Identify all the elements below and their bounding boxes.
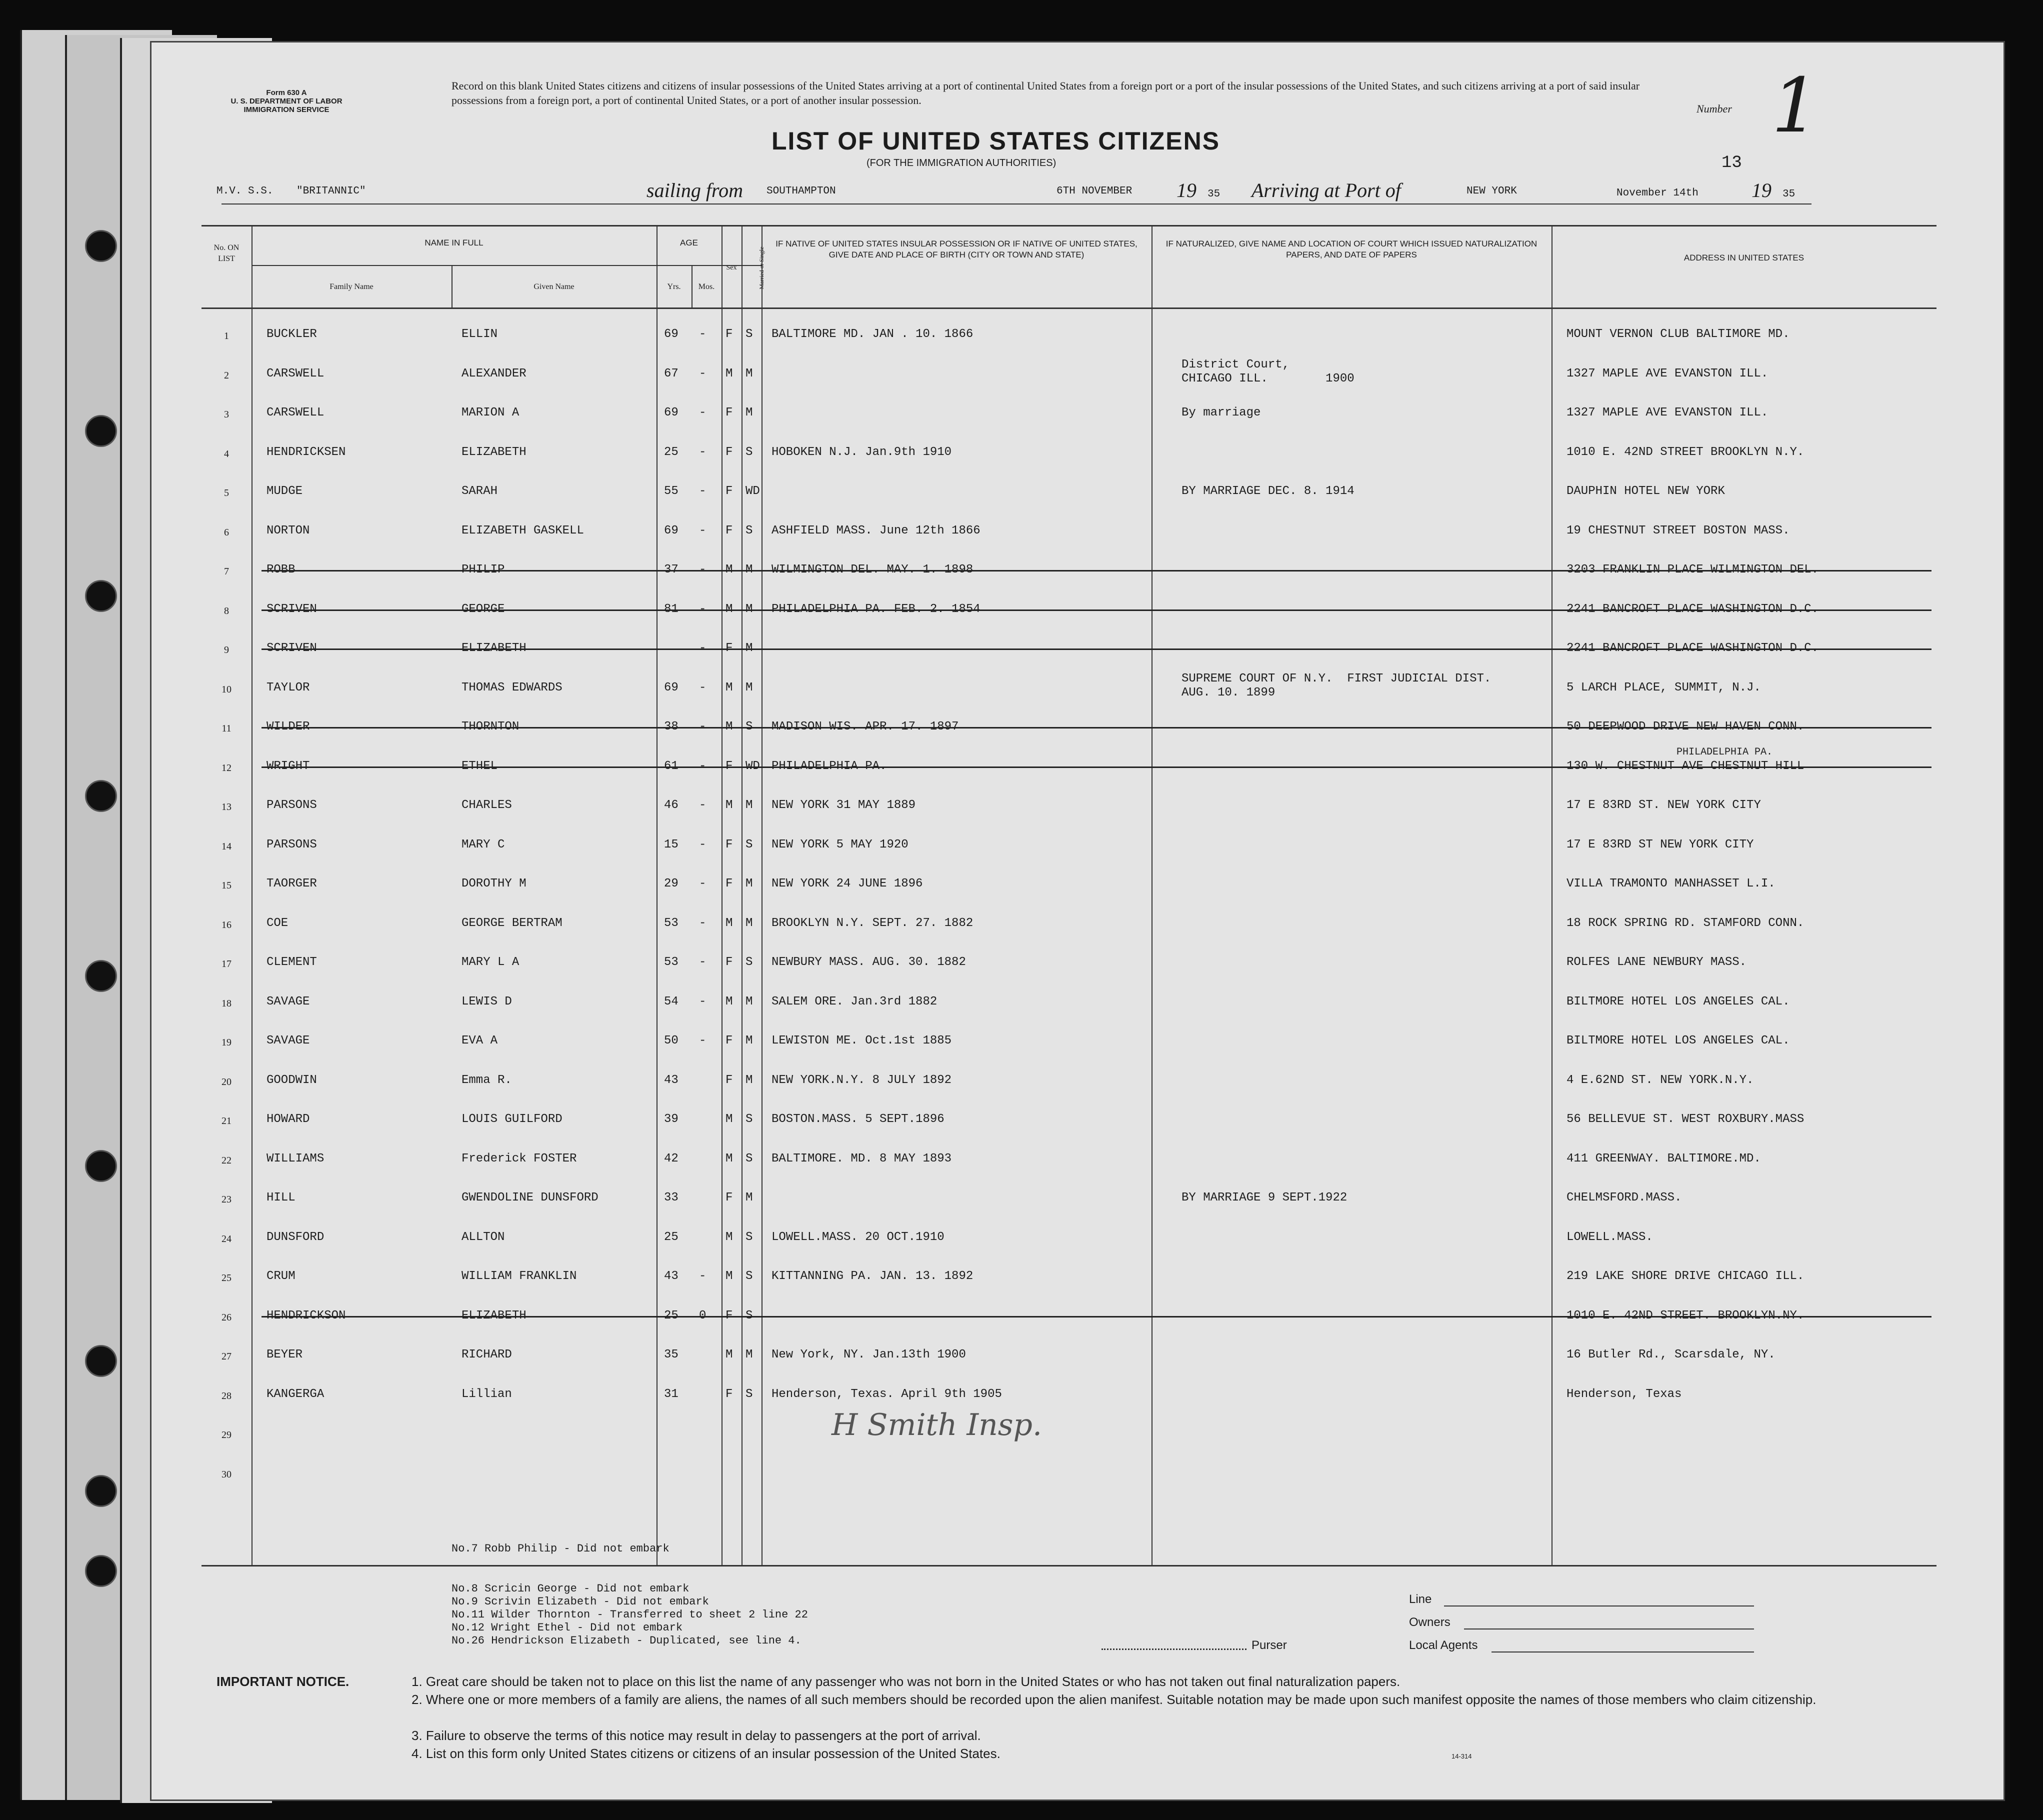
intro-text: Record on this blank United States citizens and citizens of insular possessions of the United States arriving at a port of continental United States from a foreign port or a port of the insular possessions of the United States, and such citizens arriving at a port of said insular possessions from a foreign port, a port of continental United States, or a port of another insular possession. (452, 80, 1640, 106)
cell-given: RICHARD (462, 1348, 512, 1362)
row-number: 12 (222, 762, 232, 774)
cell-address: 56 BELLEVUE ST. WEST ROXBURY.MASS (1566, 1112, 1804, 1126)
form-number: Form 630 A (266, 88, 307, 97)
cell-yrs: 69 (664, 406, 678, 420)
cell-status: S (746, 838, 753, 852)
cell-status: WD (746, 484, 760, 498)
cell-family: GOODWIN (266, 1073, 317, 1087)
cell-given: DOROTHY M (462, 877, 526, 890)
cell-address: 219 LAKE SHORE DRIVE CHICAGO ILL. (1566, 1270, 1804, 1283)
header-family-name: Family Name (330, 282, 374, 291)
vessel-prefix: M.V. S.S. (216, 186, 274, 197)
notice-item: 3. Failure to observe the terms of this notice may result in delay to passengers at the port of arrival. (412, 1728, 981, 1743)
cell-natural: SUPREME COURT OF N.Y. FIRST JUDICIAL DIST. AUG. 10. 1899 (1182, 672, 1492, 700)
cell-status: S (746, 1152, 753, 1166)
cell-yrs: 35 (664, 1348, 678, 1362)
sheet-mark: 13 (1722, 154, 1742, 172)
cell-sex: F (726, 406, 733, 420)
departure-date: 6TH NOVEMBER (1056, 186, 1132, 197)
service-name: IMMIGRATION SERVICE (244, 106, 330, 114)
cell-family: SAVAGE (266, 1034, 310, 1048)
row-number: 18 (222, 998, 232, 1009)
cell-yrs: 67 (664, 366, 678, 380)
row-number: 28 (222, 1390, 232, 1402)
cell-given: Lillian (462, 1387, 512, 1401)
cell-sex: F (726, 877, 733, 890)
cell-given: MARY L A (462, 956, 520, 969)
purser-label: Purser (1252, 1638, 1287, 1652)
arrival-date: November 14th (1616, 188, 1698, 199)
cell-address: VILLA TRAMONTO MANHASSET L.I. (1566, 877, 1776, 890)
binder-hole (85, 1475, 117, 1507)
cell-status: M (746, 1073, 753, 1087)
cell-status: S (746, 956, 753, 969)
cell-address: MOUNT VERNON CLUB BALTIMORE MD. (1566, 328, 1790, 341)
binder-hole (85, 230, 117, 262)
cell-yrs: 69 (664, 328, 678, 341)
owners-field (1464, 1628, 1754, 1630)
cell-given: ELLIN (462, 328, 498, 341)
cell-mos: - (699, 916, 706, 930)
page-title: LIST OF UNITED STATES CITIZENS (772, 127, 1220, 155)
cell-birth: New York, NY. Jan.13th 1900 (772, 1348, 966, 1362)
cell-address: 18 ROCK SPRING RD. STAMFORD CONN. (1566, 916, 1804, 930)
cell-yrs: 43 (664, 1270, 678, 1283)
sailing-label: sailing from (646, 179, 743, 202)
cell-status: M (746, 1034, 753, 1048)
cell-address: 19 CHESTNUT STREET BOSTON MASS. (1566, 524, 1790, 538)
cell-status: M (746, 994, 753, 1008)
table-bottom-rule (202, 1565, 1936, 1566)
cell-status: S (746, 445, 753, 459)
cell-yrs: 15 (664, 838, 678, 852)
binder-hole (85, 1555, 117, 1587)
cell-address: 5 LARCH PLACE, SUMMIT, N.J. (1566, 680, 1761, 694)
cell-sex: F (726, 484, 733, 498)
cell-sex: M (726, 798, 733, 812)
cell-natural: BY MARRIAGE 9 SEPT.1922 (1182, 1191, 1348, 1204)
header-sex: Sex (726, 264, 737, 272)
cell-address: 17 E 83RD ST NEW YORK CITY (1566, 838, 1754, 852)
cell-family: PARSONS (266, 798, 317, 812)
cell-family: BEYER (266, 1348, 303, 1362)
cell-birth: LEWISTON ME. Oct.1st 1885 (772, 1034, 952, 1048)
row-number: 15 (222, 880, 232, 891)
cell-birth: NEWBURY MASS. AUG. 30. 1882 (772, 956, 966, 969)
header-no-on-list: No. ON LIST (214, 244, 240, 263)
cell-sex: F (726, 838, 733, 852)
note-line: No.8 Scricin George - Did not embark (452, 1582, 690, 1595)
cell-family: COE (266, 916, 288, 930)
cell-mos: - (699, 680, 706, 694)
from-port: SOUTHAMPTON (766, 186, 836, 197)
cell-birth: BALTIMORE. MD. 8 MAY 1893 (772, 1152, 952, 1166)
header-months: Mos. (698, 282, 715, 291)
row-number: 8 (224, 605, 229, 616)
cell-birth: BROOKLYN N.Y. SEPT. 27. 1882 (772, 916, 974, 930)
cell-sex: F (726, 524, 733, 538)
cell-address: 1327 MAPLE AVE EVANSTON ILL. (1566, 406, 1768, 420)
cell-sex: M (726, 366, 733, 380)
row-number: 11 (222, 723, 232, 734)
cell-given: ELIZABETH GASKELL (462, 524, 584, 538)
binder-hole (85, 415, 117, 447)
cell-status: S (746, 524, 753, 538)
cell-address: 411 GREENWAY. BALTIMORE.MD. (1566, 1152, 1761, 1166)
cell-given: ALLTON (462, 1230, 505, 1244)
cell-family: WILLIAMS (266, 1152, 324, 1166)
cell-given: MARION A (462, 406, 520, 420)
row-number: 5 (224, 488, 229, 498)
cell-status: S (746, 1270, 753, 1283)
cell-family: HOWARD (266, 1112, 310, 1126)
cell-given: GWENDOLINE DUNSFORD (462, 1191, 598, 1204)
note-line: No.26 Hendrickson Elizabeth - Duplicated, see line 4. (452, 1634, 802, 1647)
row-number: 27 (222, 1351, 232, 1362)
cell-status: M (746, 366, 753, 380)
header-years: Yrs. (667, 282, 681, 291)
cell-status: S (746, 1387, 753, 1401)
cell-given: CHARLES (462, 798, 512, 812)
page-subtitle: (FOR THE IMMIGRATION AUTHORITIES) (866, 158, 1056, 168)
strike-through-line (262, 610, 1932, 611)
row-number: 25 (222, 1272, 232, 1284)
cell-address: BILTMORE HOTEL LOS ANGELES CAL. (1566, 1034, 1790, 1048)
cell-family: CLEMENT (266, 956, 317, 969)
header-address: ADDRESS IN UNITED STATES (1684, 253, 1804, 262)
row-number: 20 (222, 1076, 232, 1088)
cell-family: TAORGER (266, 877, 317, 890)
row-number: 30 (222, 1468, 232, 1480)
cell-yrs: 31 (664, 1387, 678, 1401)
cell-given: MARY C (462, 838, 505, 852)
notice-item: 4. List on this form only United States citizens or citizens of an insular possession of the United States. (412, 1746, 1000, 1761)
cell-yrs: 43 (664, 1073, 678, 1087)
cell-family: MUDGE (266, 484, 303, 498)
cell-family: KANGERGA (266, 1387, 324, 1401)
cell-given: ALEXANDER (462, 366, 526, 380)
binder-hole (85, 580, 117, 612)
cell-family: CRUM (266, 1270, 296, 1283)
form-id (216, 88, 356, 114)
row-number: 17 (222, 958, 232, 970)
cell-birth: NEW YORK 31 MAY 1889 (772, 798, 916, 812)
row-number: 29 (222, 1430, 232, 1440)
cell-address: ROLFES LANE NEWBURY MASS. (1566, 956, 1747, 969)
notice-item: 1. Great care should be taken not to place on this list the name of any passenger who was not born in the United States or who has not taken out final naturalization papers. (412, 1674, 1400, 1689)
cell-status: M (746, 1348, 753, 1362)
cell-family: HILL (266, 1191, 296, 1204)
row-number: 16 (222, 919, 232, 930)
cell-family: PARSONS (266, 838, 317, 852)
cell-natural: BY MARRIAGE DEC. 8. 1914 (1182, 484, 1354, 498)
cell-mos: - (699, 524, 706, 538)
notice-item: 2. Where one or more members of a family are aliens, the names of all such members should be recorded upon the alien manifest. Suitable notation may be made upon such manifest opposite the names of those members who claim citizenship. (412, 1692, 1816, 1707)
cell-sex: F (726, 445, 733, 459)
binder-hole (85, 1150, 117, 1182)
cell-given: ELIZABETH (462, 445, 526, 459)
cell-mos: - (699, 1034, 706, 1048)
cell-yrs: 55 (664, 484, 678, 498)
cell-given: Emma R. (462, 1073, 512, 1087)
cell-sex: M (726, 916, 733, 930)
cell-address-extra: PHILADELPHIA PA. (1676, 746, 1773, 758)
cell-family: BUCKLER (266, 328, 317, 341)
cell-yrs: 29 (664, 877, 678, 890)
cell-birth: ASHFIELD MASS. June 12th 1866 (772, 524, 980, 538)
cell-yrs: 69 (664, 680, 678, 694)
cell-family: CARSWELL (266, 366, 324, 380)
cell-birth: BALTIMORE MD. JAN . 10. 1866 (772, 328, 974, 341)
cell-yrs: 25 (664, 445, 678, 459)
cell-mos: - (699, 328, 706, 341)
cell-mos: - (699, 838, 706, 852)
year-value: 35 (1782, 188, 1796, 200)
line-label: Line (1409, 1592, 1432, 1606)
cell-birth: NEW YORK 5 MAY 1920 (772, 838, 908, 852)
binder-hole (85, 1345, 117, 1377)
row-number: 23 (222, 1194, 232, 1205)
cell-status: M (746, 1191, 753, 1204)
purser-dotted-line (1102, 1648, 1246, 1650)
cell-status: S (746, 328, 753, 341)
cell-given: THOMAS EDWARDS (462, 680, 562, 694)
cell-address: 17 E 83RD ST. NEW YORK CITY (1566, 798, 1761, 812)
cell-yrs: 42 (664, 1152, 678, 1166)
row-number: 24 (222, 1233, 232, 1244)
cell-birth: NEW YORK 24 JUNE 1896 (772, 877, 923, 890)
row-number: 13 (222, 802, 232, 812)
notice-heading: IMPORTANT NOTICE. (216, 1674, 350, 1689)
header-married-or-single: Married or Single (758, 246, 765, 290)
owners-label: Owners (1409, 1616, 1450, 1629)
year-value: 35 (1208, 188, 1220, 200)
cell-status: M (746, 916, 753, 930)
row-number: 21 (222, 1116, 232, 1126)
cell-yrs: 53 (664, 956, 678, 969)
cell-address: 1010 E. 42ND STREET BROOKLYN N.Y. (1566, 445, 1804, 459)
cell-mos: - (699, 1270, 706, 1283)
cell-address: LOWELL.MASS. (1566, 1230, 1653, 1244)
cell-status: M (746, 680, 753, 694)
subheader-rule (252, 265, 762, 266)
col-divider (656, 225, 658, 1565)
notice-form-code: 14-314 (1452, 1752, 1472, 1760)
header-naturalized: IF NATURALIZED, GIVE NAME AND LOCATION OF COURT WHICH ISSUED NATURALIZATION PAPERS, AND DATE OF PAPERS (1166, 239, 1538, 260)
cell-family: CARSWELL (266, 406, 324, 420)
cell-status: M (746, 798, 753, 812)
row-number: 3 (224, 409, 229, 420)
strike-through-line (262, 766, 1932, 768)
note-line: No.11 Wilder Thornton - Transferred to sheet 2 line 22 (452, 1608, 808, 1621)
cell-given: Frederick FOSTER (462, 1152, 577, 1166)
row-number: 19 (222, 1037, 232, 1048)
row-number: 2 (224, 370, 229, 381)
cell-family: SAVAGE (266, 994, 310, 1008)
cell-status: M (746, 406, 753, 420)
strike-through-line (262, 727, 1932, 728)
cell-address: 16 Butler Rd., Scarsdale, NY. (1566, 1348, 1776, 1362)
row-number: 9 (224, 644, 229, 656)
cell-given: LEWIS D (462, 994, 512, 1008)
cell-address: CHELMSFORD.MASS. (1566, 1191, 1682, 1204)
row-number: 22 (222, 1154, 232, 1166)
cell-yrs: 50 (664, 1034, 678, 1048)
inspector-signature: H Smith Insp. (832, 1408, 1042, 1442)
cell-address: Henderson, Texas (1566, 1387, 1682, 1401)
cell-yrs: 53 (664, 916, 678, 930)
cell-sex: F (726, 1073, 733, 1087)
cell-birth: Henderson, Texas. April 9th 1905 (772, 1387, 1002, 1401)
cell-natural: By marriage (1182, 406, 1261, 420)
row-number: 1 (224, 330, 229, 342)
cell-mos: - (699, 956, 706, 969)
cell-mos: - (699, 877, 706, 890)
cell-family: DUNSFORD (266, 1230, 324, 1244)
cell-sex: F (726, 1034, 733, 1048)
cell-given: EVA A (462, 1034, 498, 1048)
cell-mos: - (699, 994, 706, 1008)
header-given-name: Given Name (534, 282, 574, 291)
cell-yrs: 25 (664, 1230, 678, 1244)
cell-status: S (746, 1230, 753, 1244)
cell-sex: F (726, 956, 733, 969)
cell-natural: District Court, CHICAGO ILL. 1900 (1182, 358, 1354, 386)
strike-through-line (262, 648, 1932, 650)
cell-birth: NEW YORK.N.Y. 8 JULY 1892 (772, 1073, 952, 1087)
cell-yrs: 33 (664, 1191, 678, 1204)
header-native: IF NATIVE OF UNITED STATES INSULAR POSSESSION OR IF NATIVE OF UNITED STATES, GIVE DATE AND PLACE OF BIRTH (CITY OR TOWN AND STATE) (776, 239, 1138, 260)
table-top-rule (202, 225, 1936, 226)
vessel-name: "BRITANNIC" (296, 186, 366, 197)
note-line: No.7 Robb Philip - Did not embark (452, 1542, 670, 1555)
cell-sex: M (726, 1270, 733, 1283)
cell-address: BILTMORE HOTEL LOS ANGELES CAL. (1566, 994, 1790, 1008)
cell-address: DAUPHIN HOTEL NEW YORK (1566, 484, 1725, 498)
binder-hole (85, 780, 117, 812)
cell-sex: M (726, 994, 733, 1008)
cell-status: M (746, 877, 753, 890)
cell-sex: F (726, 328, 733, 341)
cell-birth: LOWELL.MASS. 20 OCT.1910 (772, 1230, 944, 1244)
cell-yrs: 39 (664, 1112, 678, 1126)
cell-sex: F (726, 1387, 733, 1401)
header-name-in-full: NAME IN FULL (424, 238, 484, 248)
cell-birth: SALEM ORE. Jan.3rd 1882 (772, 994, 938, 1008)
cell-sex: M (726, 1152, 733, 1166)
cell-sex: M (726, 680, 733, 694)
cell-yrs: 69 (664, 524, 678, 538)
cell-birth: KITTANNING PA. JAN. 13. 1892 (772, 1270, 974, 1283)
cell-given: WILLIAM FRANKLIN (462, 1270, 577, 1283)
cell-sex: M (726, 1230, 733, 1244)
header-age: AGE (680, 238, 698, 248)
cell-yrs: 46 (664, 798, 678, 812)
local-agents-label: Local Agents (1409, 1638, 1478, 1652)
manifest-sheet (150, 41, 2005, 1801)
cell-family: TAYLOR (266, 680, 310, 694)
list-number: 1 (1772, 62, 1820, 150)
cell-sex: M (726, 1112, 733, 1126)
arrival-port: NEW YORK (1466, 186, 1517, 197)
cell-mos: - (699, 798, 706, 812)
department-name: U. S. DEPARTMENT OF LABOR (230, 97, 342, 106)
cell-family: HENDRICKSEN (266, 445, 346, 459)
cell-birth: BOSTON.MASS. 5 SEPT.1896 (772, 1112, 944, 1126)
cell-address: 4 E.62ND ST. NEW YORK.N.Y. (1566, 1073, 1754, 1087)
row-number: 4 (224, 448, 229, 460)
row-number: 10 (222, 684, 232, 695)
strike-through-line (262, 1316, 1932, 1318)
cell-status: S (746, 1112, 753, 1126)
number-label: Number (1696, 102, 1732, 115)
row-number: 26 (222, 1312, 232, 1323)
row-number: 14 (222, 840, 232, 852)
cell-address: 1327 MAPLE AVE EVANSTON ILL. (1566, 366, 1768, 380)
note-line: No.9 Scrivin Elizabeth - Did not embark (452, 1596, 709, 1608)
cell-birth: HOBOKEN N.J. Jan.9th 1910 (772, 445, 952, 459)
binder-hole (85, 960, 117, 992)
cell-mos: - (699, 484, 706, 498)
row-number: 7 (224, 566, 229, 577)
cell-given: SARAH (462, 484, 498, 498)
year-label: 19 (1752, 179, 1772, 202)
strike-through-line (262, 570, 1932, 572)
arriving-label: Arriving at Port of (1252, 179, 1401, 202)
cell-family: NORTON (266, 524, 310, 538)
row-number: 6 (224, 526, 229, 538)
header-rule (202, 308, 1936, 309)
cell-given: LOUIS GUILFORD (462, 1112, 562, 1126)
cell-mos: - (699, 406, 706, 420)
cell-yrs: 54 (664, 994, 678, 1008)
note-line: No.12 Wright Ethel - Did not embark (452, 1622, 683, 1634)
cell-mos: - (699, 445, 706, 459)
cell-sex: F (726, 1191, 733, 1204)
year-label: 19 (1176, 179, 1196, 202)
cell-mos: - (699, 366, 706, 380)
cell-given: GEORGE BERTRAM (462, 916, 562, 930)
cell-sex: M (726, 1348, 733, 1362)
